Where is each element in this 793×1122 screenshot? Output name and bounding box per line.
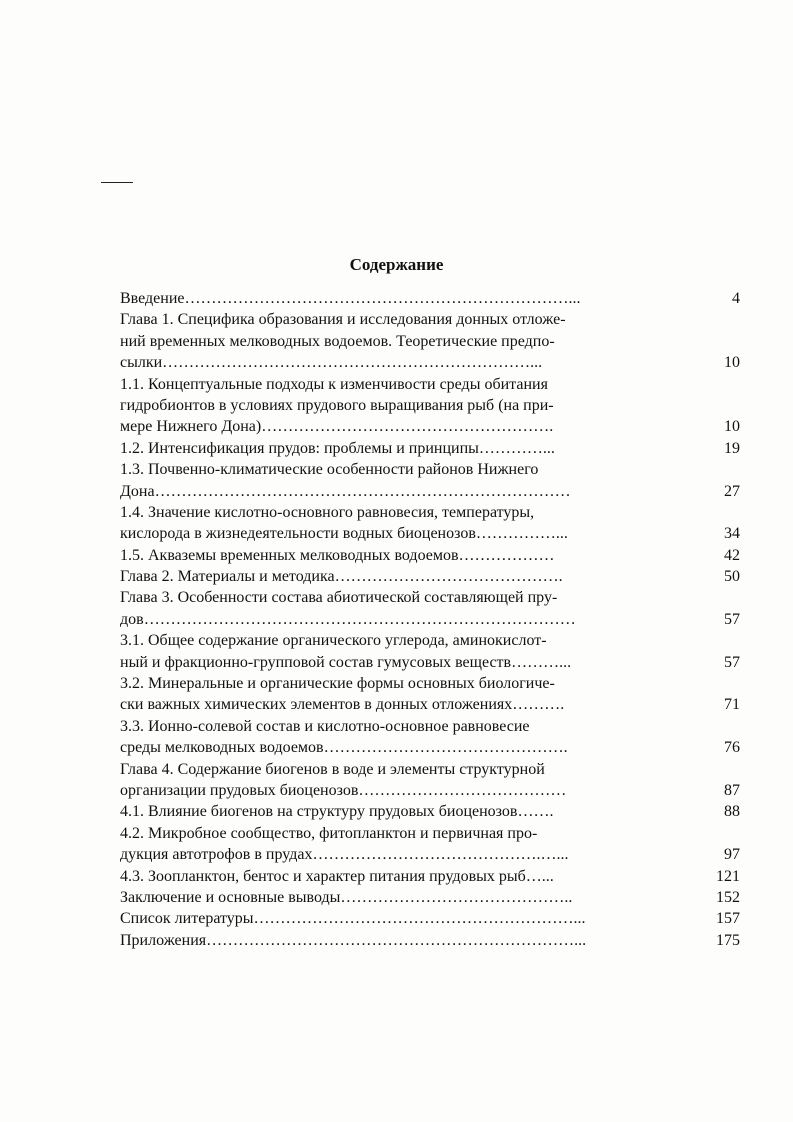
toc-entry-text: мере Нижнего Дона)………………………………………………. xyxy=(120,418,554,436)
toc-entry xyxy=(120,673,760,716)
toc-entry-text: 1.3. Почвенно-климатические особенности районов Нижнего xyxy=(120,461,539,479)
toc-page-number: 71 xyxy=(724,696,740,714)
toc-entry-text: 1.1. Концептуальные подходы к изменчивости среды обитания xyxy=(120,375,548,393)
toc-page-number: 57 xyxy=(724,653,740,671)
toc-entry-text: ски важных химических элементов в донных отложениях………. xyxy=(120,696,565,714)
toc-page-number: 97 xyxy=(724,846,740,864)
toc-entry-text: ний временных мелководных водоемов. Теоретические предпо- xyxy=(120,332,555,350)
toc-entry-text: 3.1. Общее содержание органического углерода, аминокислот- xyxy=(120,632,547,650)
toc-entry-text: Дона…………………………………………………………………… xyxy=(120,482,571,500)
toc-page-number: 157 xyxy=(716,910,740,928)
toc-entry-text: Глава 1. Специфика образования и исследования донных отложе- xyxy=(120,311,566,329)
toc-entry xyxy=(120,630,760,673)
toc-entry-text: среды мелководных водоемов………………………………………. xyxy=(120,739,568,757)
toc-entry xyxy=(120,823,760,866)
toc-page-number: 87 xyxy=(724,781,740,799)
toc-entry xyxy=(120,502,760,545)
toc-entry-text: гидробионтов в условиях прудового выращивания рыб (на при- xyxy=(120,396,554,414)
toc-entry xyxy=(120,309,760,373)
toc-entry-text: дукция автотрофов в прудах…………………………………….…... xyxy=(120,846,569,864)
toc-entry-text: 1.4. Значение кислотно-основного равновесия, температуры, xyxy=(120,503,535,521)
toc-page-number: 57 xyxy=(724,610,740,628)
toc-entry-text: сылки……………………………………………………………... xyxy=(120,354,543,372)
toc-entry-text: 1.5. Акваземы временных мелководных водоемов……………… xyxy=(120,546,555,564)
toc-entry-text: дов……………………………………………………………………… xyxy=(120,610,576,628)
toc-entry-text: 1.2. Интенсификация прудов: проблемы и принципы…………... xyxy=(120,439,555,457)
toc-entry xyxy=(120,716,760,759)
toc-entry xyxy=(120,288,760,309)
margin-mark xyxy=(101,182,133,183)
toc-entry-text: ный и фракционно-групповой состав гумусовых веществ………... xyxy=(120,653,572,671)
toc-entry xyxy=(120,759,760,802)
toc-page-number: 88 xyxy=(724,803,740,821)
toc-entry-text: Глава 2. Материалы и методика……………………………………. xyxy=(120,568,563,586)
toc-page-number: 27 xyxy=(724,482,740,500)
toc-entry xyxy=(120,459,760,502)
toc-page-number: 10 xyxy=(724,418,740,436)
toc-page-number: 152 xyxy=(716,888,740,906)
toc-page-number: 4 xyxy=(732,290,740,307)
toc-entry xyxy=(120,887,760,908)
page-title: Содержание xyxy=(349,255,444,274)
toc-entry-text: 3.2. Минеральные и органические формы основных биологиче- xyxy=(120,675,555,693)
toc-entry-text: 4.2. Микробное сообщество, фитопланктон и первичная про- xyxy=(120,824,538,842)
toc-page-number: 10 xyxy=(724,354,740,372)
toc-page-number: 50 xyxy=(724,568,740,586)
toc-entry-text: Заключение и основные выводы…………………………………….. xyxy=(120,888,573,906)
toc-entry xyxy=(120,545,760,566)
toc-entry xyxy=(120,374,760,438)
toc-entry-text: Глава 4. Содержание биогенов в воде и элементы структурной xyxy=(120,760,545,778)
toc-entry xyxy=(120,566,760,587)
toc-page-number: 76 xyxy=(724,739,740,757)
toc-entry-text: Глава 3. Особенности состава абиотической составляющей пру- xyxy=(120,589,558,607)
toc-entry-text: 3.3. Ионно-солевой состав и кислотно-основное равновесие xyxy=(120,717,530,735)
toc-entry xyxy=(120,908,760,929)
toc-entry-text: Введение………………………………………………………………... xyxy=(120,290,581,307)
toc-entry xyxy=(120,587,760,630)
toc-page-number: 121 xyxy=(716,867,740,885)
toc-page-number: 175 xyxy=(716,931,740,949)
toc-entry-text: 4.3. Зоопланктон, бентос и характер питания прудовых рыб…... xyxy=(120,867,554,885)
toc-page-number: 19 xyxy=(724,439,740,457)
toc-entry xyxy=(120,801,760,822)
toc-page-number: 34 xyxy=(724,525,740,543)
toc-entry-text: организации прудовых биоценозов………………………………… xyxy=(120,781,567,799)
table-of-contents xyxy=(120,288,760,951)
toc-entry xyxy=(120,930,760,951)
toc-entry-text: кислорода в жизнедеятельности водных биоценозов……………... xyxy=(120,525,568,543)
toc-entry-text: 4.1. Влияние биогенов на структуру прудовых биоценозов……. xyxy=(120,803,554,821)
toc-entry-text: Список литературы……………………………………………………... xyxy=(120,910,586,928)
toc-entry xyxy=(120,866,760,887)
toc-entry-text: Приложения……………………………………………………………... xyxy=(120,931,587,949)
toc-page-number: 42 xyxy=(724,546,740,564)
toc-entry xyxy=(120,438,760,459)
